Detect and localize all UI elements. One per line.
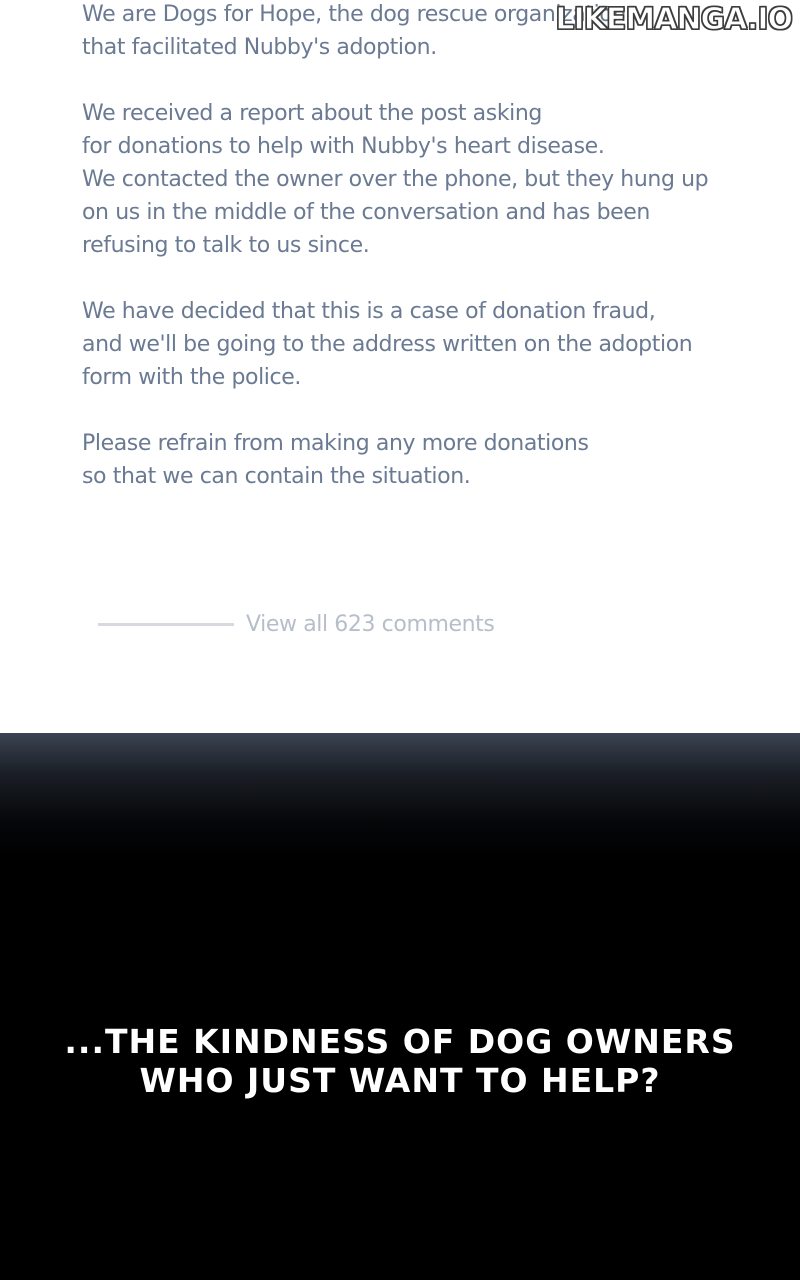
post-line: We received a report about the post asking — [82, 101, 542, 126]
post-line: that facilitated Nubby's adoption. — [82, 35, 437, 60]
post-line: We are Dogs for Hope, the dog rescue organization — [82, 2, 626, 27]
narration-caption — [0, 1022, 800, 1100]
post-line: and we'll be going to the address written on the adoption — [82, 332, 693, 357]
post-paragraph — [82, 295, 772, 394]
post-line: form with the police. — [82, 365, 301, 390]
caption-line: ...THE KINDNESS OF DOG OWNERS — [64, 1022, 736, 1061]
post-paragraph — [82, 97, 772, 262]
post-line: for donations to help with Nubby's heart disease. — [82, 134, 605, 159]
caption-line: WHO JUST WANT TO HELP? — [139, 1061, 661, 1100]
post-paragraph — [82, 427, 772, 493]
comments-divider — [98, 623, 234, 626]
post-line: refusing to talk to us since. — [82, 233, 370, 258]
dark-panel — [0, 733, 800, 1280]
post-body — [82, 0, 772, 526]
post-line: on us in the middle of the conversation and has been — [82, 200, 650, 225]
post-line: We contacted the owner over the phone, but they hung up — [82, 167, 709, 192]
site-watermark: LIKEMANGA.IO — [555, 2, 792, 37]
view-comments-link[interactable] — [98, 612, 494, 637]
post-line: Please refrain from making any more donations — [82, 431, 589, 456]
post-line: We have decided that this is a case of donation fraud, — [82, 299, 656, 324]
post-line: so that we can contain the situation. — [82, 464, 471, 489]
view-comments-label[interactable]: View all 623 comments — [246, 612, 495, 637]
